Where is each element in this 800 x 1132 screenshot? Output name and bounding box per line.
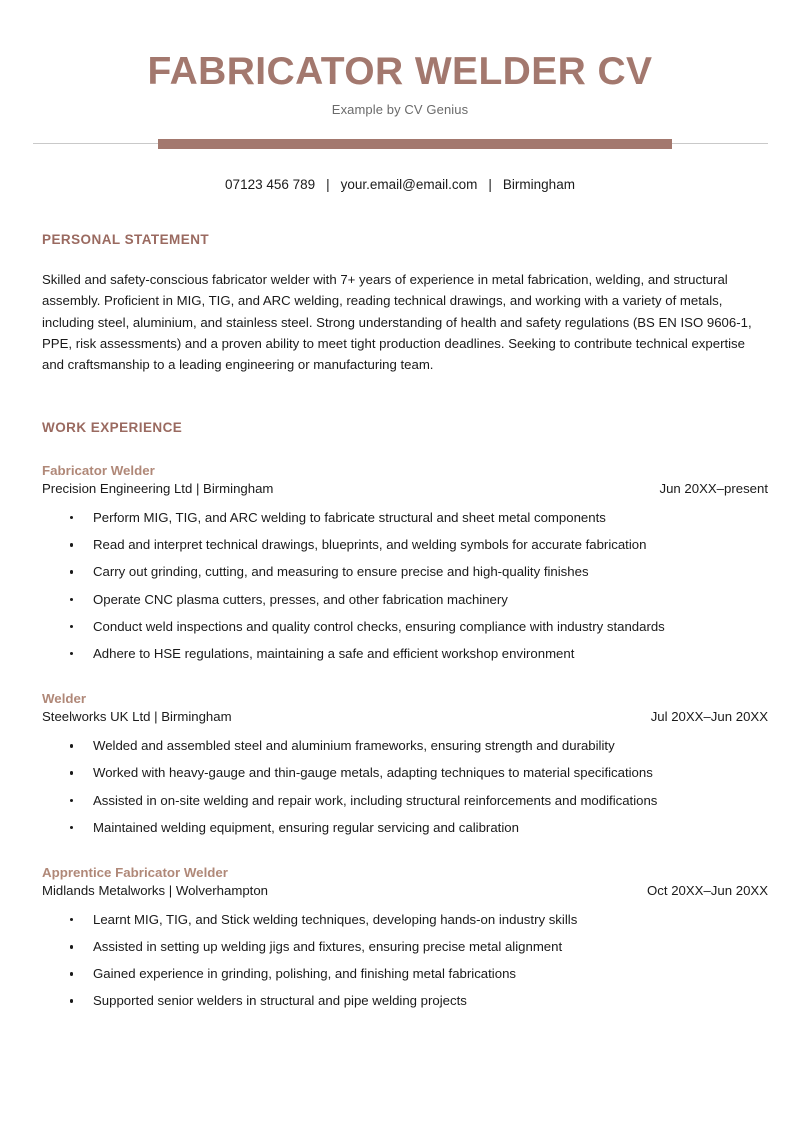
job-dates: Jul 20XX–Jun 20XX <box>650 709 768 725</box>
contact-email: your.email@email.com <box>340 176 478 192</box>
job-bullet-list <box>42 508 768 663</box>
job-bullet-list <box>42 910 768 1011</box>
list-item: Perform MIG, TIG, and ARC welding to fabricate structural and sheet metal components <box>42 508 768 527</box>
list-item: Carry out grinding, cutting, and measuring to ensure precise and high-quality finishes <box>42 562 768 581</box>
list-item: Operate CNC plasma cutters, presses, and other fabrication machinery <box>42 590 768 609</box>
page-title: FABRICATOR WELDER CV <box>147 50 653 93</box>
job-employer: Precision Engineering Ltd | Birmingham <box>42 481 274 497</box>
contact-phone: 07123 456 789 <box>225 176 316 192</box>
job-dates: Oct 20XX–Jun 20XX <box>647 883 768 899</box>
list-item: Gained experience in grinding, polishing, and finishing metal fabrications <box>42 964 768 983</box>
list-item: Supported senior welders in structural and pipe welding projects <box>42 991 768 1010</box>
section-heading-personal-statement: PERSONAL STATEMENT <box>42 231 210 247</box>
list-item: Maintained welding equipment, ensuring regular servicing and calibration <box>42 818 768 837</box>
contact-line <box>0 177 800 192</box>
job-meta-row <box>42 481 768 496</box>
job-title: Fabricator Welder <box>42 462 155 478</box>
job-meta-row <box>42 709 768 724</box>
list-item: Conduct weld inspections and quality control checks, ensuring compliance with industry standards <box>42 617 768 636</box>
job-employer: Midlands Metalworks | Wolverhampton <box>42 883 268 899</box>
personal-statement-text: Skilled and safety-conscious fabricator welder with 7+ years of experience in metal fabrication, welding, and structural assembly. Proficient in MIG, TIG, and ARC welding, reading technical drawings, and working with a variety of metals, including steel, aluminium, and stainless steel. Strong understanding of health and safety regulations (BS EN ISO 9606-1, PPE, risk assessments) and a proven ability to meet tight production deadlines. Seeking to contribute technical expertise and craftsmanship to a leading engineering or manufacturing team. <box>42 271 752 373</box>
job-title: Welder <box>42 690 87 706</box>
list-item: Worked with heavy-gauge and thin-gauge metals, adapting techniques to material specifications <box>42 763 768 782</box>
list-item: Assisted in on-site welding and repair work, including structural reinforcements and modifications <box>42 791 768 810</box>
job-bullet-list <box>42 736 768 837</box>
contact-separator-2: | <box>488 176 492 192</box>
cv-subtitle: Example by CV Genius <box>331 101 469 117</box>
divider-accent-bar <box>158 139 672 149</box>
job-entry <box>42 864 768 1011</box>
list-item: Welded and assembled steel and aluminium frameworks, ensuring strength and durability <box>42 736 768 755</box>
contact-location: Birmingham <box>502 176 575 192</box>
list-item: Read and interpret technical drawings, blueprints, and welding symbols for accurate fabrication <box>42 535 768 554</box>
job-meta-row <box>42 883 768 898</box>
job-employer: Steelworks UK Ltd | Birmingham <box>42 709 232 725</box>
cv-header <box>0 0 800 117</box>
job-dates: Jun 20XX–present <box>659 481 768 497</box>
job-entry <box>42 462 768 663</box>
header-divider <box>0 139 800 149</box>
section-heading-work-experience: WORK EXPERIENCE <box>42 419 183 435</box>
list-item: Learnt MIG, TIG, and Stick welding techniques, developing hands-on industry skills <box>42 910 768 929</box>
job-entry <box>42 690 768 837</box>
contact-separator-1: | <box>326 176 330 192</box>
list-item: Adhere to HSE regulations, maintaining a safe and efficient workshop environment <box>42 644 768 663</box>
list-item: Assisted in setting up welding jigs and fixtures, ensuring precise metal alignment <box>42 937 768 956</box>
cv-body <box>0 232 800 1011</box>
job-title: Apprentice Fabricator Welder <box>42 864 228 880</box>
